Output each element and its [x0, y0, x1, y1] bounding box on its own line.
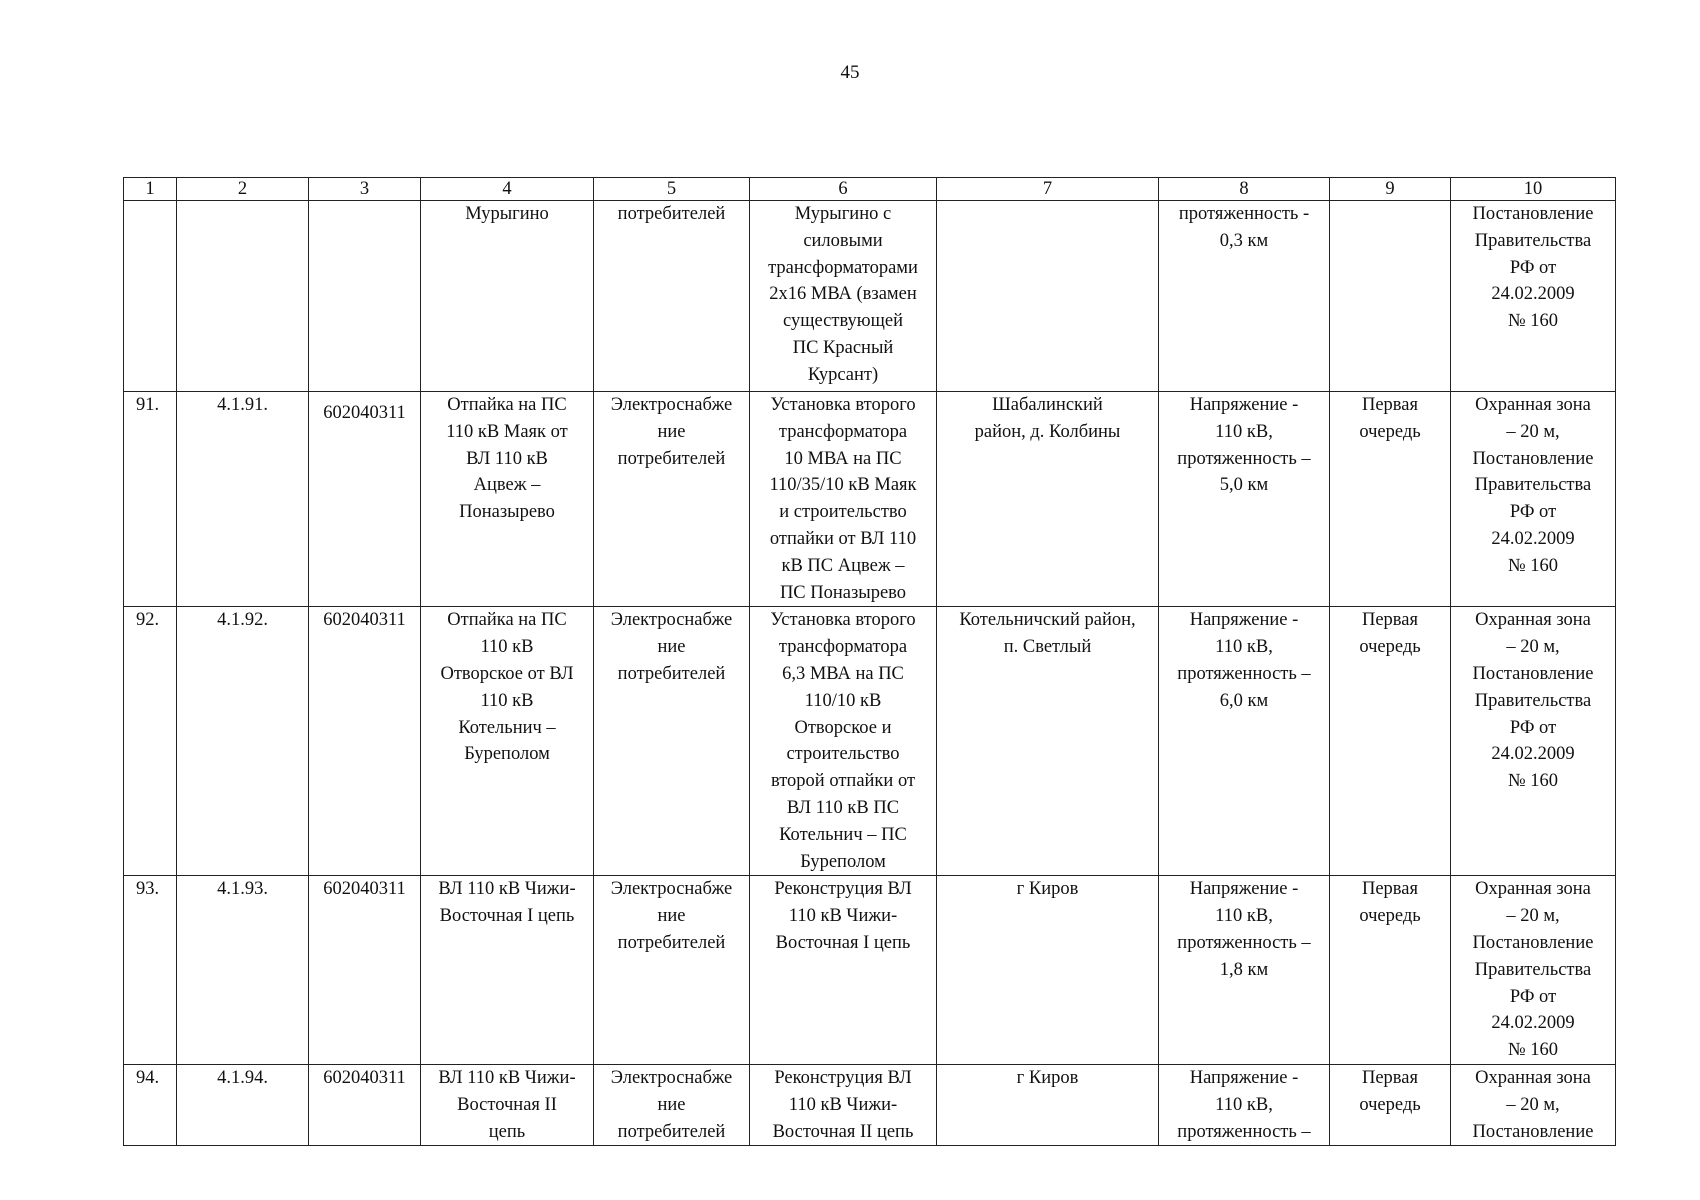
object-purpose: Электроснабже ние потребителей — [594, 876, 750, 1065]
header-cell: 6 — [750, 178, 937, 201]
object-code: 602040311 — [309, 876, 421, 1065]
object-purpose: Электроснабже ние потребителей — [594, 392, 750, 607]
header-cell: 10 — [1451, 178, 1616, 201]
object-name: ВЛ 110 кВ Чижи- Восточная I цепь — [421, 876, 594, 1065]
object-description: Установка второго трансформатора 10 МВА на ПС 110/35/10 кВ Маяк и строительство отпайки от ВЛ 110 кВ ПС Ацвеж – ПС Поназырево — [750, 392, 937, 607]
object-purpose: Электроснабже ние потребителей — [594, 1064, 750, 1145]
object-description: Реконструция ВЛ 110 кВ Чижи- Восточная I цепь — [750, 876, 937, 1065]
header-cell: 2 — [177, 178, 309, 201]
object-description: Установка второго трансформатора 6,3 МВА на ПС 110/10 кВ Отворское и строительство второй отпайки от ВЛ 110 кВ ПС Котельнич – ПС Буреполом — [750, 607, 937, 876]
header-cell: 9 — [1330, 178, 1451, 201]
object-stage: Первая очередь — [1330, 607, 1451, 876]
object-zone: Охранная зона – 20 м, Постановление Правительства РФ от 24.02.2009 № 160 — [1451, 607, 1616, 876]
object-location: г Киров — [937, 1064, 1159, 1145]
object-stage: Первая очередь — [1330, 1064, 1451, 1145]
header-cell: 1 — [124, 178, 177, 201]
table-header-row — [124, 178, 1616, 201]
object-location: Шабалинский район, д. Колбины — [937, 392, 1159, 607]
object-characteristics: Напряжение - 110 кВ, протяженность – — [1159, 1064, 1330, 1145]
object-characteristics: Напряжение - 110 кВ, протяженность – 1,8 км — [1159, 876, 1330, 1065]
object-description: Мурыгино с силовыми трансформаторами 2х16 МВА (взамен существующей ПС Красный Курсант) — [750, 201, 937, 392]
table-row — [124, 876, 1616, 1065]
table-row — [124, 201, 1616, 392]
item-code — [177, 201, 309, 392]
object-zone: Постановление Правительства РФ от 24.02.2009 № 160 — [1451, 201, 1616, 392]
table-row — [124, 607, 1616, 876]
object-code — [309, 201, 421, 392]
object-location — [937, 201, 1159, 392]
object-zone: Охранная зона – 20 м, Постановление Правительства РФ от 24.02.2009 № 160 — [1451, 876, 1616, 1065]
object-zone: Охранная зона – 20 м, Постановление Правительства РФ от 24.02.2009 № 160 — [1451, 392, 1616, 607]
item-code: 4.1.92. — [177, 607, 309, 876]
table-row — [124, 1064, 1616, 1145]
object-characteristics: Напряжение - 110 кВ, протяженность – 5,0 км — [1159, 392, 1330, 607]
object-characteristics: Напряжение - 110 кВ, протяженность – 6,0 км — [1159, 607, 1330, 876]
object-name: ВЛ 110 кВ Чижи- Восточная II цепь — [421, 1064, 594, 1145]
object-name: Отпайка на ПС 110 кВ Маяк от ВЛ 110 кВ Ацвеж – Поназырево — [421, 392, 594, 607]
object-code: 602040311 — [309, 392, 421, 607]
row-number: 93. — [124, 876, 177, 1065]
table-row — [124, 392, 1616, 607]
header-cell: 7 — [937, 178, 1159, 201]
page-number: 45 — [840, 62, 860, 83]
objects-table — [123, 177, 1616, 1146]
header-cell: 3 — [309, 178, 421, 201]
row-number — [124, 201, 177, 392]
item-code: 4.1.91. — [177, 392, 309, 607]
object-purpose: потребителей — [594, 201, 750, 392]
header-cell: 8 — [1159, 178, 1330, 201]
header-cell: 5 — [594, 178, 750, 201]
item-code: 4.1.94. — [177, 1064, 309, 1145]
object-stage — [1330, 201, 1451, 392]
header-cell: 4 — [421, 178, 594, 201]
object-location: Котельничский район, п. Светлый — [937, 607, 1159, 876]
object-code: 602040311 — [309, 1064, 421, 1145]
object-purpose: Электроснабже ние потребителей — [594, 607, 750, 876]
row-number: 91. — [124, 392, 177, 607]
object-location: г Киров — [937, 876, 1159, 1065]
item-code: 4.1.93. — [177, 876, 309, 1065]
row-number: 92. — [124, 607, 177, 876]
object-description: Реконструция ВЛ 110 кВ Чижи- Восточная II цепь — [750, 1064, 937, 1145]
row-number: 94. — [124, 1064, 177, 1145]
object-name: Мурыгино — [421, 201, 594, 392]
object-code: 602040311 — [309, 607, 421, 876]
object-characteristics: протяженность - 0,3 км — [1159, 201, 1330, 392]
object-name: Отпайка на ПС 110 кВ Отворское от ВЛ 110 кВ Котельнич – Буреполом — [421, 607, 594, 876]
object-stage: Первая очередь — [1330, 392, 1451, 607]
object-zone: Охранная зона – 20 м, Постановление — [1451, 1064, 1616, 1145]
object-stage: Первая очередь — [1330, 876, 1451, 1065]
